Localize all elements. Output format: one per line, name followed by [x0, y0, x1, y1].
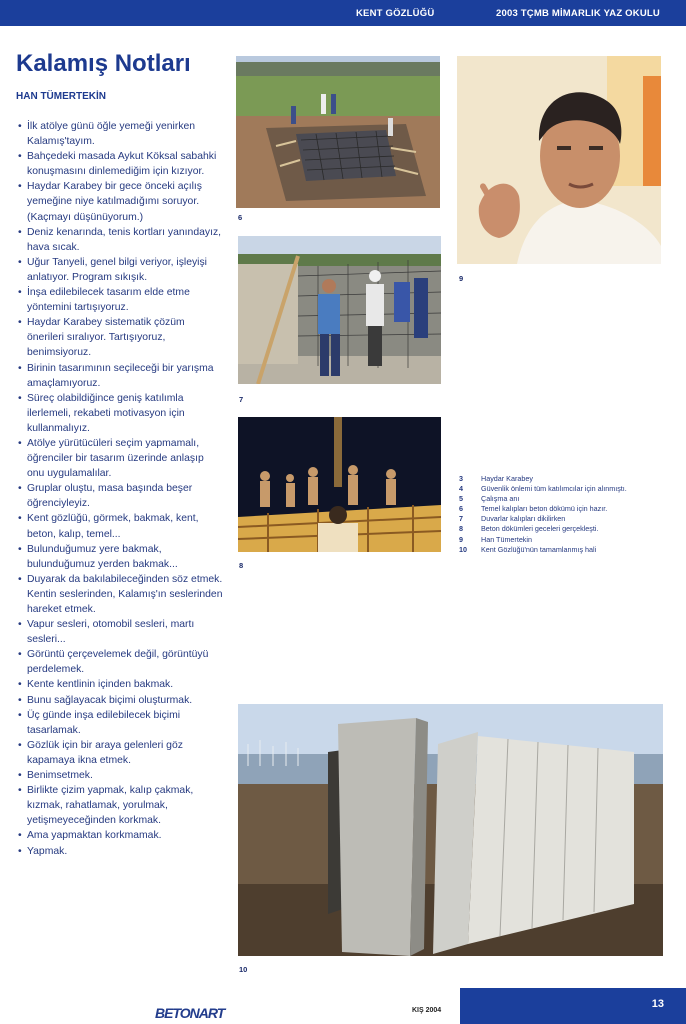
list-item: • Birinin tasarımının seçileceği bir yarışma amaçlamıyoruz.: [18, 361, 223, 391]
list-item: • Yapmak.: [18, 844, 223, 859]
header-section-label: KENT GÖZLÜĞÜ: [356, 8, 435, 19]
list-item: • Gruplar oluştu, masa başında beşer öğrenciyleyiz.: [18, 481, 223, 511]
caption-number: 10: [459, 544, 467, 554]
caption-row: [459, 474, 679, 484]
list-item: • Bunu sağlayacak biçimi oluşturmak.: [18, 693, 223, 708]
figure-number-8: 8: [239, 561, 244, 570]
list-item: • Üç günde inşa edilebilecek biçimi tasarlamak.: [18, 708, 223, 738]
photo-foundation-formwork: [236, 56, 440, 208]
list-item: • Haydar Karabey bir gece önceki açılış yemeğine niye katılmadığımı soruyor. (Kaçmayı düşünüyorum.): [18, 179, 223, 224]
caption-number: 5: [459, 494, 463, 504]
caption-text: Duvarlar kalıpları dikilirken: [481, 514, 566, 524]
caption-row: [459, 524, 679, 534]
list-item: • İlk atölye günü öğle yemeği yenirken Kalamış'tayım.: [18, 119, 223, 149]
caption-number: 9: [459, 534, 463, 544]
caption-number: 6: [459, 504, 463, 514]
caption-row: [459, 545, 679, 555]
caption-row: [459, 494, 679, 504]
figure-number-7: 7: [239, 395, 244, 404]
caption-text: Çalışma anı: [481, 494, 520, 504]
magazine-logo: BETONART: [155, 1005, 225, 1021]
header-series-label: 2003 TÇMB MİMARLIK YAZ OKULU: [496, 8, 660, 19]
photo-completed-walls: [238, 704, 663, 956]
caption-text: Beton dökümleri geceleri gerçekleşti.: [481, 524, 599, 534]
caption-row: [459, 535, 679, 545]
caption-row: [459, 504, 679, 514]
list-item: • Kente kentlinin içinden bakmak.: [18, 677, 223, 692]
list-item: • Bulunduğumuz yere bakmak, bulunduğumuz yerden bakmak...: [18, 542, 223, 572]
caption-row: [459, 484, 679, 494]
caption-number: 4: [459, 484, 463, 494]
issue-label: KIŞ 2004: [412, 1007, 442, 1014]
list-item: • Birlikte çizim yapmak, kalıp çakmak, kızmak, rahatlamak, yorulmak, yetişmeyeceğinden korkmak.: [18, 783, 223, 828]
caption-text: Kent Gözlüğü'nün tamamlanmış hali: [481, 544, 597, 554]
list-item: • Atölye yürütücüleri seçim yapmamalı, öğrenciler bir tasarım üzerinde anlaşıp onu uygulamalılar.: [18, 436, 223, 481]
list-item: • Kent gözlüğü, görmek, bakmak, kent, beton, kalıp, temel...: [18, 511, 223, 541]
figure-captions: [459, 474, 679, 555]
caption-number: 7: [459, 514, 463, 524]
photo-wall-formwork: [238, 236, 441, 384]
list-item: • Gözlük için bir araya gelenleri göz kapamaya ikna etmek.: [18, 738, 223, 768]
photo-portrait: [457, 56, 661, 264]
notes-list: [18, 119, 223, 859]
article-title: Kalamış Notları: [16, 50, 191, 77]
list-item: • Duyarak da bakılabileceğinden söz etmek. Kentin seslerinden, Kalamış'ın seslerinden hareket etmek.: [18, 572, 223, 617]
caption-number: 8: [459, 524, 463, 534]
list-item: • İnşa edilebilecek tasarım elde etme yöntemini tartışıyoruz.: [18, 285, 223, 315]
figure-number-10: 10: [239, 965, 248, 974]
caption-text: Temel kalıpları beton dökümü için hazır.: [481, 504, 608, 514]
figure-number-9: 9: [459, 274, 464, 283]
caption-text: Haydar Karabey: [481, 474, 533, 483]
list-item: • Uğur Tanyeli, genel bilgi veriyor, işleyişi anlatıyor. Program sıkışık.: [18, 255, 223, 285]
page-number: 13: [651, 998, 664, 1010]
footer-bar: [460, 988, 686, 1024]
header-bar: [0, 0, 686, 26]
caption-number: 3: [459, 474, 463, 483]
caption-text: Han Tümertekin: [481, 534, 533, 544]
list-item: • Vapur sesleri, otomobil sesleri, martı sesleri...: [18, 617, 223, 647]
photo-night-pouring: [238, 417, 441, 552]
list-item: • Benimsetmek.: [18, 768, 223, 783]
list-item: • Görüntü çerçevelemek değil, görüntüyü perdelemek.: [18, 647, 223, 677]
list-item: • Ama yapmaktan korkmamak.: [18, 828, 223, 843]
article-author: HAN TÜMERTEKİN: [16, 91, 106, 102]
list-item: • Süreç olabildiğince geniş katılımla ilerlemeli, rekabeti motivasyon için kullanmalıyız.: [18, 391, 223, 436]
caption-text: Güvenlik önlemi tüm katılımcılar için alınmıştı.: [481, 484, 627, 494]
list-item: • Haydar Karabey sistematik çözüm önerileri sıralıyor. Tartışıyoruz, benimsiyoruz.: [18, 315, 223, 360]
figure-number-6: 6: [238, 213, 243, 222]
list-item: • Deniz kenarında, tenis kortları yanındayız, hava sıcak.: [18, 225, 223, 255]
caption-row: [459, 514, 679, 524]
list-item: • Bahçedeki masada Aykut Köksal sabahki konuşmasını dinlemediğim için kızıyor.: [18, 149, 223, 179]
